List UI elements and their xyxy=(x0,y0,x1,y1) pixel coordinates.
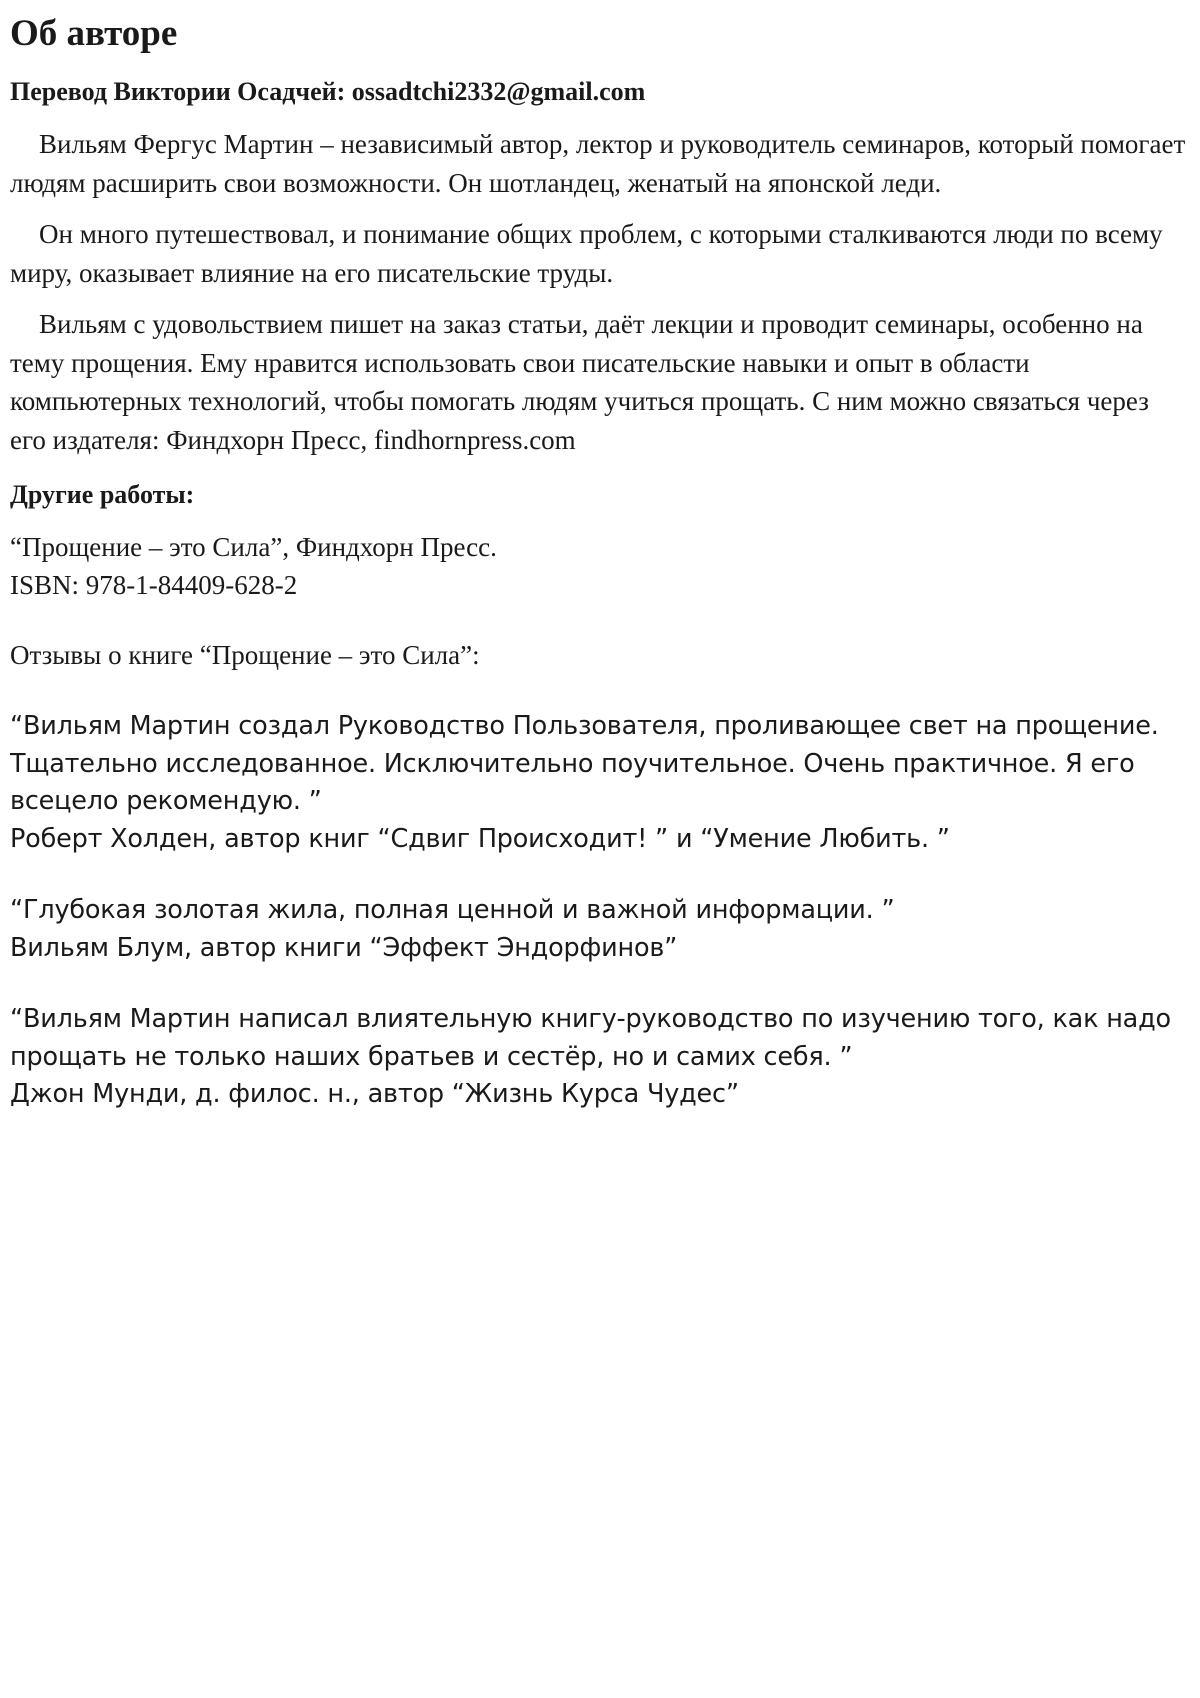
bio-paragraph: Вильям с удовольствием пишет на заказ статьи, даёт лекции и проводит семинары, особенно на тему прощения. Ему нравится использовать свои писательские навыки и опыт в области компьютерных технологий, чтобы помогать людям учиться прощать. С ним можно связаться через его издателя: Финдхорн Пресс, findhornpress.com xyxy=(10,309,1149,455)
review-author: Роберт Холден, автор книг “Сдвиг Происходит! ” и “Умение Любить. ” xyxy=(10,823,950,854)
document-page xyxy=(10,8,1190,1114)
book-isbn: ISBN: 978-1-84409-628-2 xyxy=(10,570,298,600)
review-author: Вильям Блум, автор книги “Эффект Эндорфинов” xyxy=(10,932,678,963)
page-title: Об авторе xyxy=(10,13,178,54)
book-title: “Прощение – это Сила”, Финдхорн Пресс. xyxy=(10,532,497,562)
review-quote: “Глубокая золотая жила, полная ценной и важной информации. ” xyxy=(10,895,895,925)
reviews-heading: Отзывы о книге “Прощение – это Сила”: xyxy=(10,640,480,670)
author-bio xyxy=(10,125,1190,459)
other-works-heading: Другие работы: xyxy=(10,480,195,509)
review xyxy=(10,892,1190,967)
bio-paragraph: Вильям Фергус Мартин – независимый автор, лектор и руководитель семинаров, который помогает людям расширить свои возможности. Он шотландец, женатый на японской леди. xyxy=(10,129,1186,198)
bio-paragraph: Он много путешествовал, и понимание общих проблем, с которыми сталкиваются люди по всему миру, оказывает влияние на его писательские труды. xyxy=(10,219,1163,288)
review-quote: “Вильям Мартин написал влиятельную книгу-руководство по изучению того, как надо прощать не только наших братьев и сестёр, но и самих себя. ” xyxy=(10,1004,1171,1072)
review-quote: “Вильям Мартин создал Руководство Пользователя, проливающее свет на прощение. Тщательно исследованное. Исключительно поучительное. Очень практичное. Я его всецело рекомендую. ” xyxy=(10,711,1159,816)
review-author: Джон Мунди, д. филос. н., автор “Жизнь Курса Чудес” xyxy=(10,1079,739,1109)
review xyxy=(10,1001,1190,1114)
review xyxy=(10,708,1190,858)
other-work-entry xyxy=(10,528,1190,604)
translator-credit: Перевод Виктории Осадчей: ossadtchi2332@gmail.com xyxy=(10,77,646,106)
